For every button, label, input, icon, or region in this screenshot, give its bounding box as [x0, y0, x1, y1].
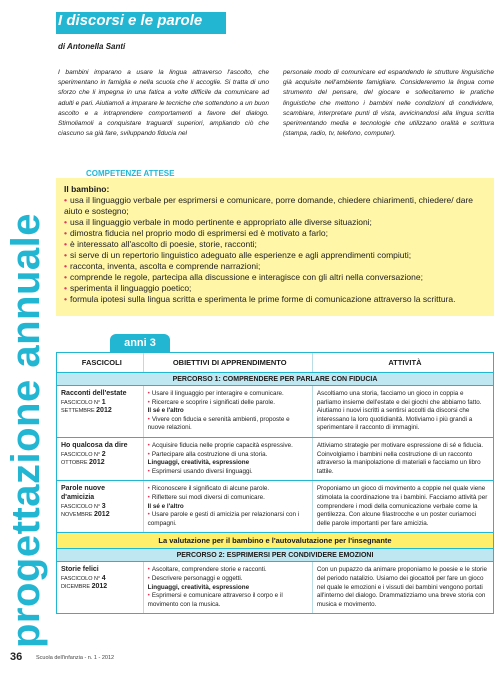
table-row	[57, 386, 493, 438]
table-row	[57, 438, 493, 481]
fascicolo-cell: Ho qualcosa da dire FASCICOLO N° 2 OTTOBRE 2012	[61, 441, 128, 466]
list-item: • comprende le regole, partecipa alla discussione e interagisce con gli altri nella conversazione;	[64, 272, 423, 282]
percorso-2-header: PERCORSO 2: ESPRIMERSI PER CONDIVIDERE EMOZIONI	[57, 549, 493, 562]
competenze-box	[56, 178, 494, 316]
objectives-cell: • Riconoscere il significato di alcune parole. • Riflettere sui modi diversi di comunicare. Il sé e l'altro • Usare parole e gesti di amicizia per relazionarsi con i compagni.	[143, 481, 312, 532]
intro-text	[58, 68, 494, 139]
curriculum-table	[56, 352, 494, 614]
intro-right-column: personale modo di comunicare ed espandendo le strutture linguistiche già acquisite nell'ambiente famigliare. Considereremo la lingua come strumento del pensare, del giocare e sollecitaremo le pratiche linguistiche che mettono i bambini nelle condizioni di condividere, scambiare, interpretare punti di vista, avvicinandosi alla lingua scritta sperimentando media e tecnologie che utilizzano oralità e scrittura (stampa, radio, tv, telefono, computer).	[283, 69, 494, 138]
objectives-cell: • Ascoltare, comprendere storie e racconti. • Descrivere personaggi e oggetti. Linguaggi, creatività, espressione • Esprimersi e comunicare attraverso il corpo e il movimento con la musica.	[143, 562, 312, 613]
fascicolo-cell: Storie felici FASCICOLO N° 4 DICEMBRE 2012	[61, 566, 108, 590]
header-attivita: ATTIVITÀ	[312, 353, 493, 372]
fascicolo-cell: Parole nuove d'amicizia FASCICOLO N° 3 NOVEMBRE 2012	[61, 485, 110, 518]
objectives-cell: • Acquisire fiducia nelle proprie capacità espressive. • Partecipare alla costruzione di una storia. Linguaggi, creatività, espressione • Esprimersi usando diversi linguaggi.	[143, 438, 312, 480]
intro-left-column: I bambini imparano a usare la lingua attraverso l'ascolto, che sperimentano in famiglia e nella scuola che li accoglie. Si tratta di uno sforzo che li impegna in una fatica a volte difficile da comunicare ad adulti e pari. Aiutiamoli a imparare le tecniche che sottendono a un buon ascolto e a intraprendere comportamenti a favore del dialogo. Stimoliamoli a conquistare traguardi superiori, ampliando ciò che ciascuno sa già fare, sviluppando fiducia nel	[58, 69, 269, 138]
header-fascicoli: FASCICOLI	[81, 358, 122, 367]
list-item: • dimostra fiducia nel proprio modo di esprimersi ed è motivato a farlo;	[64, 228, 328, 238]
list-item: • racconta, inventa, ascolta e comprende narrazioni;	[64, 261, 261, 271]
table-row	[57, 562, 493, 613]
activity-cell: Con un pupazzo da animare proponiamo le poesie e le storie del periodo natalizio. Usiamo dei giocattoli per fare un gioco nel quale le emozioni e i vissuti dei bambini vengono portati all'interno del dialogo. Drammatizziamo una breve storia con musica e movimento.	[312, 562, 493, 613]
list-item: • sperimenta il linguaggio poetico;	[64, 283, 192, 293]
competenze-list	[64, 195, 486, 305]
competenze-lead: Il bambino:	[64, 184, 110, 194]
objectives-cell: • Usare il linguaggio per interagire e comunicare. • Ricercare e scoprire i significati delle parole. Il sé e l'altro • Vivere con fiducia e serenità ambienti, proposte e nuove relazioni.	[143, 386, 312, 437]
activity-cell: Ascoltiamo una storia, facciamo un gioco in coppia e parliamo insieme dell'estate e dei giochi che abbiamo fatto. Aiutiamo i nuovi iscritti a sentirsi accolti da discorsi che interessano la loro quotidianità. Motiviamo i più grandi a sperimentare il racconto di immagini.	[312, 386, 493, 437]
footer-note: Scuola dell'infanzia - n. 1 - 2012	[36, 655, 115, 661]
list-item: • usa il linguaggio verbale in modo pertinente e appropriato alle diverse situazioni;	[64, 217, 372, 227]
list-item: • è interessato all'ascolto di poesie, storie, racconti;	[64, 239, 257, 249]
list-item: • formula ipotesi sulla lingua scritta e sperimenta le prime forme di comunicazione attraverso la scrittura.	[64, 294, 456, 304]
list-item: • si serve di un repertorio linguistico adeguato alle esperienze e agli apprendimenti compiuti;	[64, 250, 412, 260]
competenze-label: COMPETENZE ATTESE	[86, 169, 175, 178]
page-number: 36	[10, 651, 23, 663]
activity-cell: Attiviamo strategie per motivare espressione di sé e fiducia. Coinvolgiamo i bambini nella costruzione di un racconto attraverso la manipolazione di materiali e facciamo un libro tattile.	[312, 438, 493, 480]
list-item: • usa il linguaggio verbale per esprimersi e comunicare, porre domande, chiedere chiarimenti, chiedere/ dare aiuto e sostegno;	[64, 195, 474, 216]
year-tab: anni 3	[110, 334, 170, 352]
header-obiettivi: OBIETTIVI DI APPRENDIMENTO	[143, 353, 312, 372]
side-title: progettazione annuale	[4, 213, 48, 648]
percorso-1-header: PERCORSO 1: COMPRENDERE PER PARLARE CON FIDUCIA	[57, 373, 493, 386]
article-title: I discorsi e le parole	[58, 12, 203, 29]
table-header	[57, 353, 493, 373]
activity-cell: Proponiamo un gioco di movimento a coppie nel quale viene stimolata la coordinazione tra i bambini. Facciamo attività per comprendere i modi della comunicazione verbale come la gentilezza. Con alcune filastrocche e un poster curiamoci delle parole importanti per fare amicizia.	[312, 481, 493, 532]
valutazione-bar: La valutazione per il bambino e l'autovalutazione per l'insegnante	[57, 533, 493, 549]
fascicolo-cell: Racconti dell'estate FASCICOLO N° 1 SETTEMBRE 2012	[61, 390, 127, 414]
article-author: di Antonella Santi	[58, 42, 126, 51]
table-row	[57, 481, 493, 533]
